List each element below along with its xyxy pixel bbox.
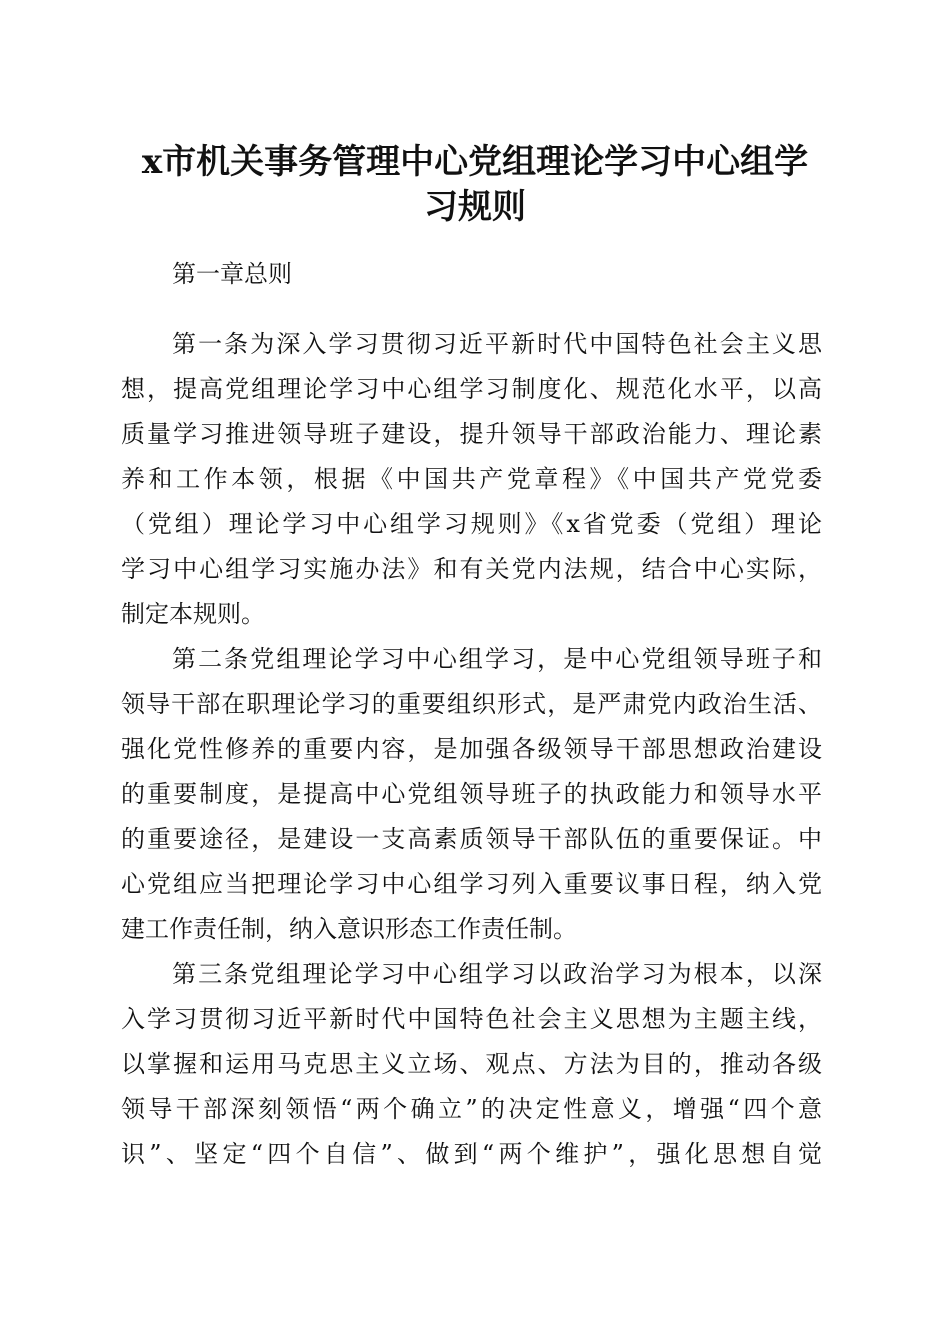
paragraph-line: 强化党性修养的重要内容，是加强各级领导干部思想政治建设 (121, 735, 822, 763)
document-title (100, 140, 850, 230)
paragraph-line: 识”、坚定“四个自信”、做到“两个维护”，强化思想自觉 (121, 1140, 822, 1168)
chapter-heading: 第一章总则 (172, 260, 292, 288)
paragraph-line: 领导干部深刻领悟“两个确立”的决定性意义，增强“四个意 (121, 1095, 822, 1123)
paragraph-line: 入学习贯彻习近平新时代中国特色社会主义思想为主题主线， (121, 1005, 822, 1033)
paragraph-line: 想，提高党组理论学习中心组学习制度化、规范化水平，以高 (121, 375, 822, 403)
paragraph-line: 学习中心组学习实施办法》和有关党内法规，结合中心实际， (121, 555, 822, 583)
paragraph-line: 养和工作本领，根据《中国共产党章程》《中国共产党党委 (121, 465, 822, 493)
paragraph-line: 领导干部在职理论学习的重要组织形式，是严肃党内政治生活、 (121, 690, 822, 718)
paragraph-line: 制定本规则。 (121, 600, 265, 628)
title-line: 习规则 (424, 187, 526, 227)
paragraph-line: 的重要途径，是建设一支高素质领导干部队伍的重要保证。中 (121, 825, 822, 853)
paragraph (121, 952, 822, 1177)
document-body (121, 252, 822, 1177)
title-line: x市机关事务管理中心党组理论学习中心组学 (141, 142, 809, 182)
paragraph (121, 322, 822, 637)
paragraph-line: 第二条党组理论学习中心组学习，是中心党组领导班子和 (172, 645, 822, 673)
paragraph-line: 建工作责任制，纳入意识形态工作责任制。 (121, 915, 577, 943)
paragraph-line: 第一条为深入学习贯彻习近平新时代中国特色社会主义思 (172, 330, 822, 358)
paragraph-line: 质量学习推进领导班子建设，提升领导干部政治能力、理论素 (121, 420, 822, 448)
paragraph (121, 637, 822, 952)
paragraph-line: 的重要制度，是提高中心党组领导班子的执政能力和领导水平 (121, 780, 822, 808)
paragraph-line: （党组）理论学习中心组学习规则》《x省党委（党组）理论 (121, 510, 822, 538)
paragraph-line: 以掌握和运用马克思主义立场、观点、方法为目的，推动各级 (121, 1050, 822, 1078)
paragraph-line: 第三条党组理论学习中心组学习以政治学习为根本，以深 (172, 960, 822, 988)
paragraph-line: 心党组应当把理论学习中心组学习列入重要议事日程，纳入党 (121, 870, 822, 898)
